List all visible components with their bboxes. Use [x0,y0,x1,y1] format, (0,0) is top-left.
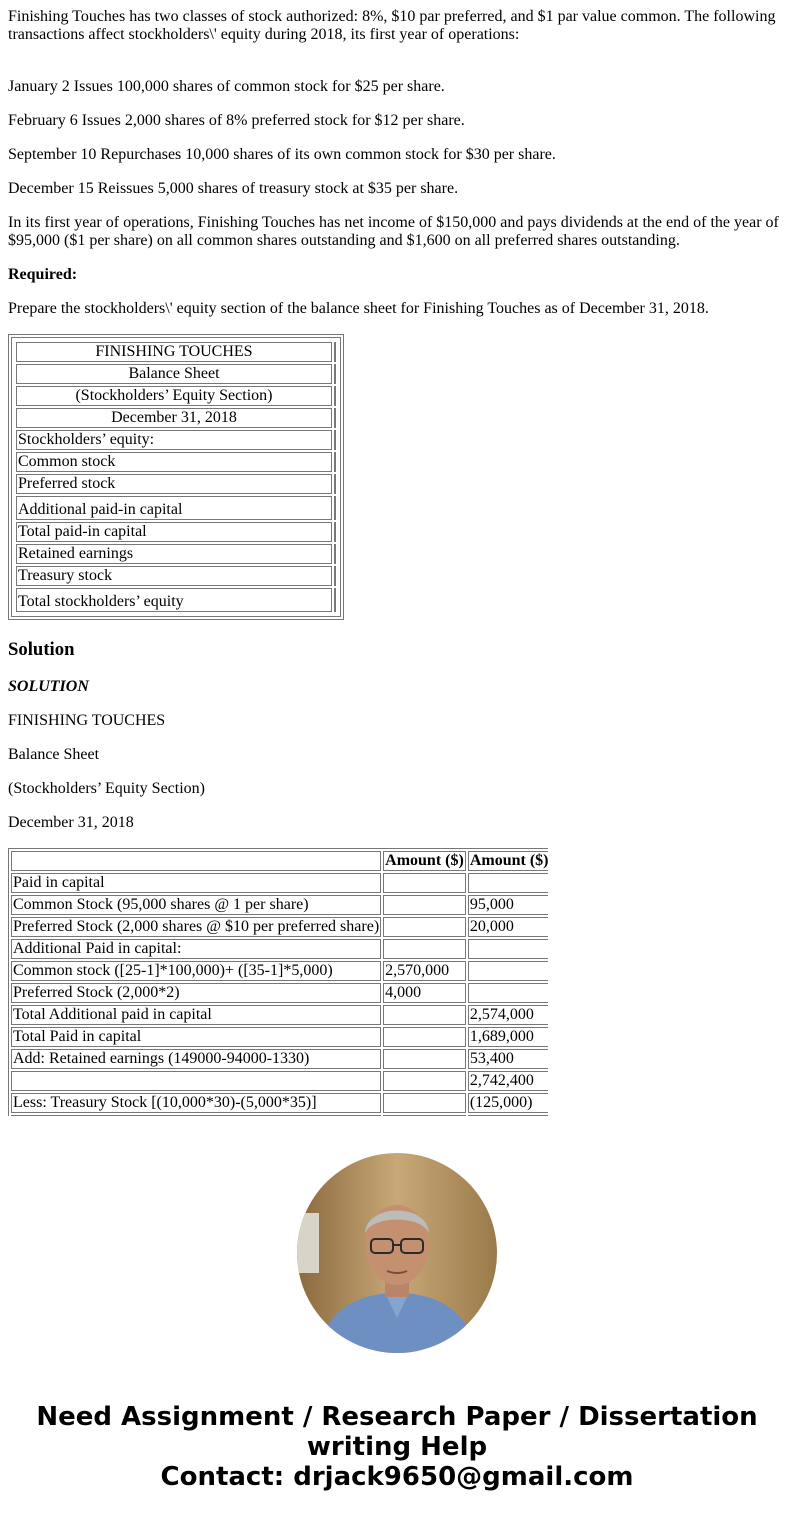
solution-amount-cell: 2,574,000 [468,1005,548,1025]
question-table-header: December 31, 2018 [16,408,332,428]
question-table-row: Total stockholders’ equity [16,588,332,612]
required-text: Prepare the stockholders\' equity section of the balance sheet for Finishing Touches as of December 31, 2018. [8,300,709,317]
solution-column-header: Amount ($) [385,852,464,869]
solution-row-label: Total Paid in capital [11,1027,381,1047]
solution-title-date: December 31, 2018 [8,814,134,831]
solution-column-header [11,851,381,871]
solution-table [8,848,548,1116]
question-table-header: FINISHING TOUCHES [16,342,332,362]
question-table-row: Treasury stock [16,566,332,586]
table-row [11,939,548,959]
solution-amount-cell [383,1115,466,1116]
solution-row-label: Common Stock (95,000 shares @ 1 per share) [11,895,381,915]
promo-line-2: writing Help [306,1432,488,1462]
question-table-frame [8,334,344,620]
promo-line-1: Need Assignment / Research Paper / Dissertation [36,1402,758,1432]
solution-row-label: Preferred Stock (2,000*2) [11,983,381,1003]
solution-column-header: Amount ($) [468,851,548,871]
table-row [11,1115,548,1116]
transaction-2: February 6 Issues 2,000 shares of 8% preferred stock for $12 per share. [8,112,465,129]
table-row [11,917,548,937]
solution-amount-cell [383,873,466,893]
solution-amount-cell [468,961,548,981]
question-table-header: (Stockholders’ Equity Section) [16,386,332,406]
question-table-row: Additional paid-in capital [16,496,332,520]
table-row [11,895,548,915]
table-row [11,983,548,1003]
solution-title-statement: Balance Sheet [8,746,100,763]
solution-amount-cell [383,1071,466,1091]
solution-row-label: Less: Treasury Stock [(10,000*30)-(5,000*35)] [11,1093,381,1113]
solution-amount-cell: 4,000 [383,983,466,1003]
solution-amount-cell [383,1049,466,1069]
table-row [11,1093,548,1113]
question-amount-cell [334,496,336,520]
question-table-row: Common stock [16,452,332,472]
solution-amount-cell: 20,000 [468,917,548,937]
solution-amount-cell: 53,400 [468,1049,548,1069]
solution-amount-cell [468,939,548,959]
question-amount-cell [334,452,336,472]
question-amount-cell [334,430,336,450]
table-row [11,961,548,981]
solution-row-label: Common stock ([25-1]*100,000)+ ([35-1]*5,000) [11,961,381,981]
solution-amount-cell [383,939,466,959]
solution-title-section: (Stockholders’ Equity Section) [8,780,205,797]
solution-row-label: Add: Retained earnings (149000-94000-1330) [11,1049,381,1069]
income-text: In its first year of operations, Finishing Touches has net income of $150,000 and pays dividends at the end of the year of $95,000 ($1 per share) on all common shares outstanding and $1,600 on all preferred shares outstanding. [8,214,779,249]
solution-amount-cell: 2,570,000 [383,961,466,981]
avatar-illustration [297,1153,497,1353]
solution-row-label: Total Additional paid in capital [11,1005,381,1025]
required-label: Required: [8,266,78,283]
person-photo-icon [297,1153,497,1353]
promo-contact: Contact: drjack9650@gmail.com [160,1462,634,1492]
question-balance-sheet-table [14,340,338,614]
question-amount-cell [334,566,336,586]
solution-amount-cell: (125,000) [468,1093,548,1113]
question-table-row: Preferred stock [16,474,332,494]
question-table-row: Stockholders’ equity: [16,430,332,450]
solution-amount-cell [468,1115,548,1116]
transaction-1: January 2 Issues 100,000 shares of common stock for $25 per share. [8,78,445,95]
solution-row-label [11,1115,381,1116]
solution-amount-cell [468,873,548,893]
question-table-header: Balance Sheet [16,364,332,384]
solution-row-label: Preferred Stock (2,000 shares @ $10 per preferred share) [13,918,380,935]
question-table-inner-frame [11,337,341,617]
solution-amount-cell [383,1093,466,1113]
solution-amount-cell [383,1027,466,1047]
solution-amount-cell: 1,689,000 [468,1027,548,1047]
question-amount-cell [334,522,336,542]
question-intro: Finishing Touches has two classes of stock authorized: 8%, $10 par preferred, and $1 par value common. The following transactions affect stockholders\' equity during 2018, its first year of operations: [8,8,776,43]
solution-label: SOLUTION [8,678,89,695]
transaction-3: September 10 Repurchases 10,000 shares of its own common stock for $30 per share. [8,146,556,163]
promo-banner [0,1402,794,1492]
table-row [11,873,548,893]
solution-table-body [11,873,548,1116]
solution-amount-cell [468,983,548,1003]
solution-amount-cell [383,917,466,937]
solution-title-company: FINISHING TOUCHES [8,712,166,729]
solution-amount-cell: 2,742,400 [468,1071,548,1091]
solution-row-label: Additional Paid in capital: [11,939,381,959]
solution-amount-cell [383,895,466,915]
question-amount-cell [334,588,336,612]
table-row [11,1027,548,1047]
question-amount-cell [334,544,336,564]
question-table-row: Total paid-in capital [16,522,332,542]
solution-amount-cell [383,1005,466,1025]
solution-table-clip [8,848,548,1116]
solution-row-label: Paid in capital [11,873,381,893]
solution-row-label [11,1071,381,1091]
solution-heading: Solution [8,639,75,660]
question-amount-cell [334,474,336,494]
table-row [11,1005,548,1025]
table-row [11,1071,548,1091]
solution-amount-cell: 95,000 [468,895,548,915]
question-table-row: Retained earnings [16,544,332,564]
table-row [11,1049,548,1069]
transaction-4: December 15 Reissues 5,000 shares of treasury stock at $35 per share. [8,180,459,197]
